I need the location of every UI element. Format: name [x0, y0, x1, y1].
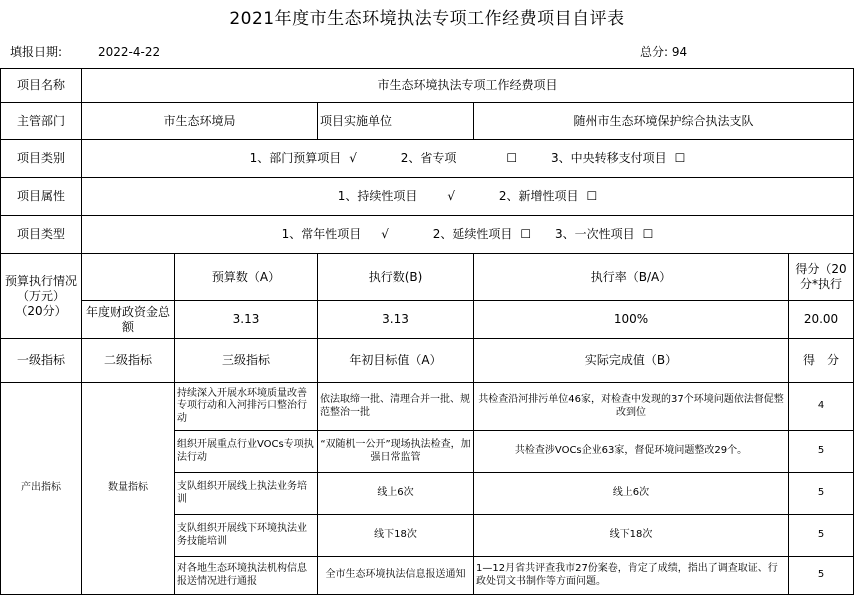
funds-label: 年度财政资金总额	[82, 301, 175, 339]
target-header: 年初目标值（A）	[318, 339, 474, 383]
checkbox-icon: ☐	[520, 227, 532, 241]
page-title: 2021年度市生态环境执法专项工作经费项目自评表	[229, 9, 625, 29]
checkbox-icon: ☐	[506, 151, 518, 165]
impl: 随州市生态环境保护综合执法支队	[474, 103, 854, 140]
project-name: 市生态环境执法专项工作经费项目	[82, 69, 854, 103]
type-opt-3: 3、一次性项目	[554, 227, 635, 241]
l2-header: 二级指标	[82, 339, 175, 383]
category-opt-2: 2、省专项	[400, 151, 457, 165]
type-opt-2: 2、延续性项目	[432, 227, 513, 241]
indicator-l3: 支队组织开展线上执法业务培训	[175, 473, 318, 515]
indicator-score: 4	[789, 383, 854, 431]
impl-label: 项目实施单位	[318, 103, 474, 140]
score-value: 20.00	[789, 301, 854, 339]
indicator-l3: 组织开展重点行业VOCs专项执法行动	[175, 431, 318, 473]
actual-header: 实际完成值（B）	[474, 339, 789, 383]
indicator-target: 依法取缔一批、清理合并一批、规范整治一批	[318, 383, 474, 431]
exec-value: 3.13	[318, 301, 474, 339]
checkbox-icon: ☐	[674, 151, 686, 165]
type-label: 项目类型	[1, 216, 82, 254]
project-name-label: 项目名称	[1, 69, 82, 103]
attr-opt-2: 2、新增性项目	[498, 189, 579, 203]
score-col-header: 得 分	[789, 339, 854, 383]
evaluation-table	[0, 68, 854, 595]
budget-value: 3.13	[175, 301, 318, 339]
indicator-actual: 共检查涉VOCs企业63家，督促环境问题整改29个。	[474, 431, 789, 473]
exec-header: 执行数(B)	[318, 254, 474, 301]
checkbox-icon: ☐	[642, 227, 654, 241]
fill-date-label: 填报日期:	[10, 45, 63, 59]
attr-options	[82, 178, 854, 216]
indicator-l3: 对各地生态环境执法机构信息报送情况进行通报	[175, 557, 318, 595]
budget-label: 预算执行情况 （万元） （20分）	[1, 254, 82, 339]
category-options	[82, 140, 854, 178]
total-score: 总分: 94	[640, 45, 688, 59]
fill-date: 2022-4-22	[98, 45, 161, 59]
attr-opt-1: 1、持续性项目	[337, 189, 418, 203]
dept: 市生态环境局	[82, 103, 318, 140]
l1-header: 一级指标	[1, 339, 82, 383]
indicator-l3: 持续深入开展水环境质量改善专项行动和入河排污口整治行动	[175, 383, 318, 431]
attr-label: 项目属性	[1, 178, 82, 216]
indicator-score: 5	[789, 515, 854, 557]
budget-blank	[82, 254, 175, 301]
indicator-target: 线下18次	[318, 515, 474, 557]
indicator-actual: 1—12月省共评查我市27份案卷，肯定了成绩，指出了调查取证、行政处罚文书制作等方面问题。	[474, 557, 789, 595]
budget-header: 预算数（A）	[175, 254, 318, 301]
check-icon: √	[349, 151, 357, 165]
dept-label: 主管部门	[1, 103, 82, 140]
indicator-actual: 线上6次	[474, 473, 789, 515]
indicator-target: 全市生态环境执法信息报送通知	[318, 557, 474, 595]
l3-header: 三级指标	[175, 339, 318, 383]
indicator-target: 线上6次	[318, 473, 474, 515]
category-label: 项目类别	[1, 140, 82, 178]
score-header: 得分（20分*执行	[789, 254, 854, 301]
quantity-label: 数量指标	[82, 383, 175, 595]
check-icon: √	[381, 227, 389, 241]
rate-value: 100%	[474, 301, 789, 339]
rate-header: 执行率（B/A）	[474, 254, 789, 301]
checkbox-icon: ☐	[586, 189, 598, 203]
output-label: 产出指标	[1, 383, 82, 595]
indicator-score: 5	[789, 557, 854, 595]
type-opt-1: 1、常年性项目	[281, 227, 362, 241]
indicator-score: 5	[789, 473, 854, 515]
category-opt-3: 3、中央转移支付项目	[550, 151, 667, 165]
indicator-score: 5	[789, 431, 854, 473]
indicator-target: “双随机一公开”现场执法检查，加强日常监管	[318, 431, 474, 473]
indicator-actual: 线下18次	[474, 515, 789, 557]
type-options	[82, 216, 854, 254]
indicator-l3: 支队组织开展线下环境执法业务技能培训	[175, 515, 318, 557]
indicator-actual: 共检查沿河排污单位46家，对检查中发现的37个环境问题依法督促整改到位	[474, 383, 789, 431]
check-icon: √	[447, 189, 456, 203]
category-opt-1: 1、部门预算项目	[249, 151, 342, 165]
